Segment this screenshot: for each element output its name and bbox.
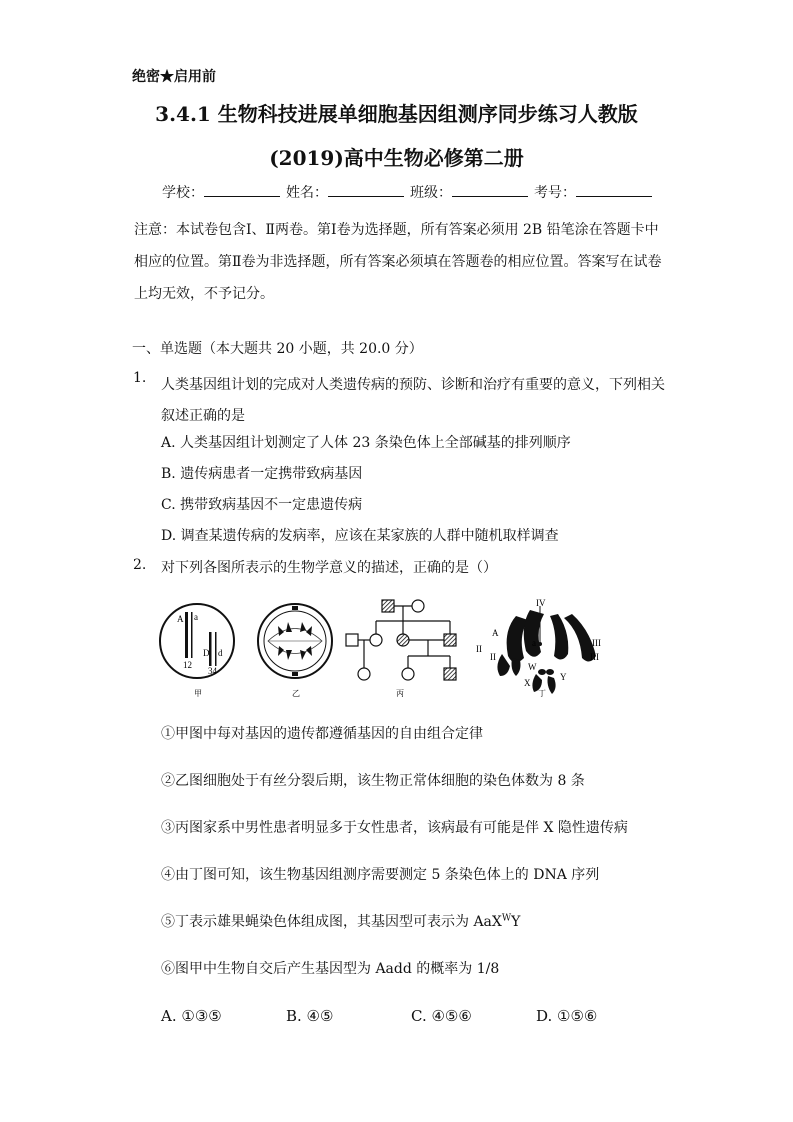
q1-option-c[interactable]: C. 携带致病基因不一定患遗传病 [161,497,363,513]
q2-answer-b[interactable]: B. ④⑤ [286,1007,334,1025]
q2-statement-4: ④由丁图可知，该生物基因组测序需要测定 5 条染色体上的 DNA 序列 [161,867,600,883]
class-label: 班级： [410,185,452,201]
q1-option-d[interactable]: D. 调查某遗传病的发病率，应该在某家族的人群中随机取样调查 [161,528,559,544]
svg-text:III: III [592,638,601,648]
student-info-row [162,182,658,202]
page-title-line1: 3.4.1 生物科技进展单细胞基因组测序同步练习人教版 [155,102,638,126]
name-label: 姓名： [286,185,328,201]
svg-text:W: W [528,662,537,672]
notice-text: 注意：本试卷包含Ⅰ、Ⅱ两卷。第Ⅰ卷为选择题，所有答案必须用 2B 铅笔涂在答题卡中相应的位置。第Ⅱ卷为非选择题，所有答案必须填在答题卷的相应位置。答案写在试卷上均无效，不予记分。 [134,222,662,302]
figure-label-ding: 丁 [538,689,546,698]
q1-option-b[interactable]: B. 遗传病患者一定携带致病基因 [161,466,363,482]
svg-text:a: a [532,638,536,648]
jia-label-a: a [194,612,198,622]
jia-label-d: d [218,648,223,658]
q1-number: 1. [133,370,147,386]
class-blank[interactable] [452,182,528,197]
q1-option-a[interactable]: A. 人类基因组计划测定了人体 23 条染色体上全部碱基的排列顺序 [161,435,571,451]
q2-answer-a[interactable]: A. ①③⑤ [161,1007,222,1025]
q2-statement-1: ①甲图中每对基因的遗传都遵循基因的自由组合定律 [161,726,483,742]
svg-text:A: A [492,628,499,638]
figure-label-jia: 甲 [194,689,202,698]
q2-answer-d[interactable]: D. ①⑤⑥ [536,1007,598,1025]
jia-label-12: 12 [183,660,192,670]
q2-statement-3: ③丙图家系中男性患者明显多于女性患者，该病最有可能是伴 X 隐性遗传病 [161,820,628,836]
school-label: 学校： [162,185,204,201]
figure-bing-pedigree [346,600,456,680]
q2-statement-2: ②乙图细胞处于有丝分裂后期，该生物正常体细胞的染色体数为 8 条 [161,773,585,789]
q2-figure [158,596,618,700]
exam-number-label: 考号： [534,185,576,201]
figure-label-yi: 乙 [292,689,300,698]
svg-text:IV: IV [536,598,546,608]
jia-label-A: A [177,614,184,624]
q2-stem: 对下列各图所表示的生物学意义的描述，正确的是（） [161,560,497,576]
svg-text:III: III [590,652,599,662]
figure-ding-chromosomes [497,606,596,694]
page-title-line2: (2019)高中生物必修第二册 [269,146,524,170]
q2-number: 2. [133,557,147,573]
figure-yi-cell [258,604,332,678]
school-blank[interactable] [204,182,280,197]
q2-statement-6: ⑥图甲中生物自交后产生基因型为 Aadd 的概率为 1/8 [161,961,500,977]
svg-text:Y: Y [560,672,567,682]
q2-answer-c[interactable]: C. ④⑤⑥ [411,1007,472,1025]
figure-label-bing: 丙 [396,689,404,698]
figure-jia-cell [160,604,234,678]
svg-text:X: X [524,678,531,688]
exam-number-blank[interactable] [576,182,652,197]
q2-statement-5: ⑤丁表示雄果蝇染色体组成图，其基因型可表示为 AaX$^W$Y [161,913,521,930]
section-heading: 一、单选题（本大题共 20 小题，共 20.0 分） [132,341,423,357]
secret-label: 绝密★启用前 [132,69,216,85]
jia-label-34: 34 [208,666,217,676]
q1-stem: 人类基因组计划的完成对人类遗传病的预防、诊断和治疗有重要的意义，下列相关叙述正确的是 [161,377,665,424]
name-blank[interactable] [328,182,404,197]
jia-label-D: D [203,648,210,658]
svg-text:II: II [490,652,496,662]
svg-text:II: II [476,644,482,654]
